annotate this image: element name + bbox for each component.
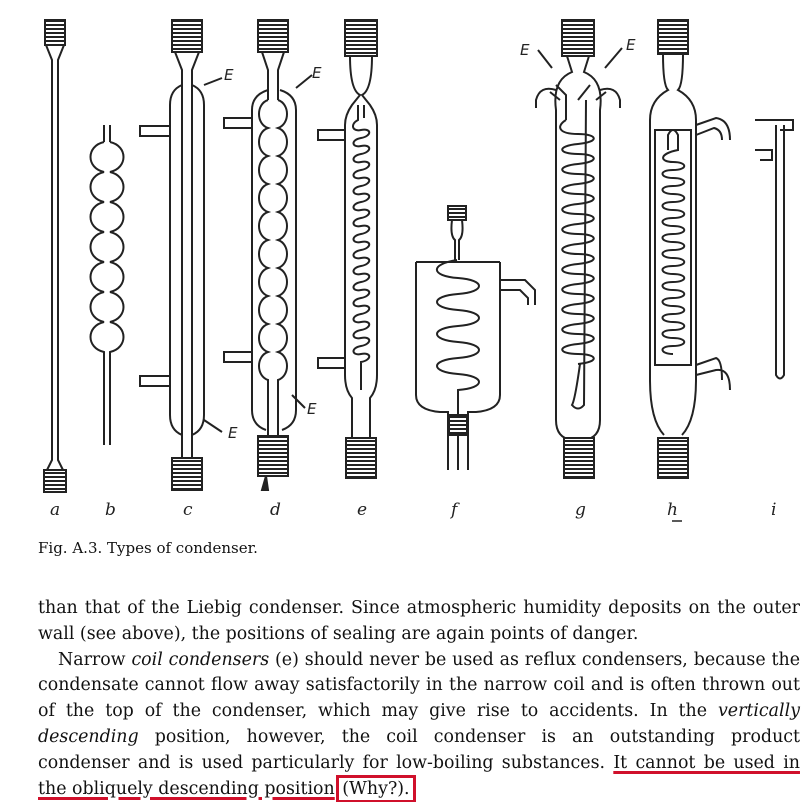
figure-caption: Fig. A.3. Types of condenser. — [38, 539, 258, 557]
label-d: d — [270, 500, 281, 520]
label-c: c — [183, 500, 193, 520]
condenser-b-drawing — [91, 125, 124, 445]
paragraph-2 — [38, 648, 800, 802]
label-a: a — [50, 500, 61, 520]
label-g: g — [575, 500, 586, 520]
label-h: h — [667, 500, 678, 520]
red-underlined-sentence: It cannot be used in the obliquely descending position — [38, 752, 800, 799]
e-marker-d-bottom: E — [307, 400, 317, 418]
p2-part-a: Narrow — [58, 649, 132, 670]
p2-part-c: position, however, the coil condenser is an outstanding product condenser and is used particularly for low-boiling substances. — [38, 726, 800, 773]
label-e: e — [357, 500, 368, 520]
p2-part-b: (e) should never be used as reflux condensers, because the condensate cannot flow away satisfactorily in the narrow coil and is often thrown out of the top of the condenser, which may give rise to accidents. In the — [38, 649, 800, 722]
condenser-e-drawing — [318, 20, 377, 478]
label-f: f — [451, 500, 458, 520]
condenser-i-drawing — [755, 120, 793, 379]
body-text — [38, 596, 800, 802]
e-marker-c-bottom: E — [228, 424, 238, 442]
e-marker-g-right: E — [626, 36, 636, 54]
red-boxed-why: (Why?). — [342, 778, 410, 799]
condenser-h-drawing — [650, 20, 730, 478]
condenser-f-drawing — [416, 206, 535, 470]
label-i: i — [771, 500, 777, 520]
condenser-d-drawing — [224, 20, 312, 490]
e-marker-c-top: E — [224, 66, 234, 84]
e-marker-g-left: E — [520, 41, 530, 59]
condenser-c-drawing — [140, 20, 222, 490]
condenser-a-drawing — [44, 20, 66, 492]
p2-emphasis-coil: coil condensers — [131, 649, 270, 670]
condenser-g-drawing — [536, 20, 622, 478]
paragraph-1: than that of the Liebig condenser. Since atmospheric humidity deposits on the outer wall (see above), the positions of sealing are again points of danger. — [38, 598, 800, 644]
p2-emphasis-vertical: vertically descending — [38, 701, 800, 747]
e-marker-d-top: E — [312, 64, 322, 82]
label-b: b — [105, 500, 116, 520]
